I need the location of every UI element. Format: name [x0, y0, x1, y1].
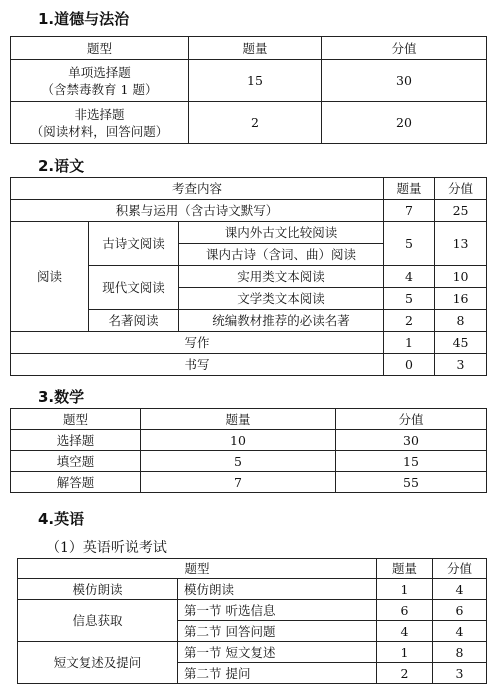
xinxi-cat: 信息获取 [18, 600, 178, 642]
gushi-item: 课内外古文比较阅读 [179, 222, 384, 244]
table-row [11, 60, 487, 102]
table-row [11, 200, 487, 222]
count-cell: 2 [377, 663, 433, 684]
section-heading-politics: 1.道德与法治 [38, 10, 130, 28]
politics-table [10, 36, 487, 144]
section-heading-math: 3.数学 [38, 388, 85, 406]
header-count: 题量 [141, 409, 336, 430]
count-cell: 4 [384, 266, 435, 288]
xiandai-item: 文学类文本阅读 [179, 288, 384, 310]
xinxi-item: 第二节 回答问题 [178, 621, 377, 642]
count-cell: 1 [377, 579, 433, 600]
english-table [17, 558, 487, 684]
header-count: 题量 [384, 178, 435, 200]
score-cell: 16 [435, 288, 487, 310]
xinxi-item: 第一节 听选信息 [178, 600, 377, 621]
score-cell: 45 [435, 332, 487, 354]
score-cell: 6 [433, 600, 487, 621]
score-cell: 20 [322, 102, 487, 144]
type-line2: （含禁毒教育 1 题） [41, 81, 158, 97]
xiezuo-label: 写作 [11, 332, 384, 354]
table-row [11, 222, 487, 244]
score-cell: 25 [435, 200, 487, 222]
count-cell: 5 [384, 222, 435, 266]
header-content: 考查内容 [11, 178, 384, 200]
type-cell [11, 60, 189, 102]
section-heading-english: 4.英语 [38, 510, 85, 528]
mingzhu-label: 名著阅读 [89, 310, 179, 332]
score-cell: 13 [435, 222, 487, 266]
score-cell: 10 [435, 266, 487, 288]
type-line1: 单项选择题 [68, 64, 131, 80]
type-cell: 选择题 [11, 430, 141, 451]
mofang-cat: 模仿朗读 [18, 579, 178, 600]
table-row [11, 102, 487, 144]
table-row [11, 430, 487, 451]
count-cell: 7 [384, 200, 435, 222]
table-row [18, 642, 487, 663]
header-score: 分值 [433, 559, 487, 579]
header-type: 题型 [18, 559, 377, 579]
duanwen-item: 第二节 提问 [178, 663, 377, 684]
type-cell: 填空题 [11, 451, 141, 472]
xiandai-label: 现代文阅读 [89, 266, 179, 310]
shuxie-label: 书写 [11, 354, 384, 376]
table-row [11, 354, 487, 376]
score-cell: 30 [336, 430, 487, 451]
table-row [11, 332, 487, 354]
duanwen-cat: 短文复述及提问 [18, 642, 178, 684]
header-score: 分值 [336, 409, 487, 430]
score-cell: 30 [322, 60, 487, 102]
mofang-name: 模仿朗读 [178, 579, 377, 600]
score-cell: 8 [433, 642, 487, 663]
score-cell: 4 [433, 621, 487, 642]
count-cell: 10 [141, 430, 336, 451]
math-table [10, 408, 487, 493]
count-cell: 7 [141, 472, 336, 493]
count-cell: 5 [141, 451, 336, 472]
table-row [18, 579, 487, 600]
type-line2: （阅读材料，回答问题） [30, 123, 169, 139]
header-score: 分值 [435, 178, 487, 200]
score-cell: 4 [433, 579, 487, 600]
header-type: 题型 [11, 37, 189, 60]
score-cell: 8 [435, 310, 487, 332]
type-cell: 解答题 [11, 472, 141, 493]
duanwen-item: 第一节 短文复述 [178, 642, 377, 663]
count-cell: 1 [384, 332, 435, 354]
gushi-label: 古诗文阅读 [89, 222, 179, 266]
gushi-item: 课内古诗（含词、曲）阅读 [179, 244, 384, 266]
type-cell [11, 102, 189, 144]
score-cell: 3 [435, 354, 487, 376]
table-row [11, 451, 487, 472]
count-cell: 2 [384, 310, 435, 332]
count-cell: 2 [189, 102, 322, 144]
section-heading-chinese: 2.语文 [38, 157, 85, 175]
mingzhu-item: 统编教材推荐的必读名著 [179, 310, 384, 332]
count-cell: 15 [189, 60, 322, 102]
table-row [18, 600, 487, 621]
count-cell: 4 [377, 621, 433, 642]
type-line1: 非选择题 [74, 106, 125, 122]
score-cell: 55 [336, 472, 487, 493]
header-count: 题量 [189, 37, 322, 60]
jilei-label: 积累与运用（含古诗文默写） [11, 200, 384, 222]
reading-label: 阅读 [11, 222, 89, 332]
count-cell: 6 [377, 600, 433, 621]
count-cell: 5 [384, 288, 435, 310]
count-cell: 0 [384, 354, 435, 376]
xiandai-item: 实用类文本阅读 [179, 266, 384, 288]
header-type: 题型 [11, 409, 141, 430]
count-cell: 1 [377, 642, 433, 663]
table-row [11, 472, 487, 493]
header-count: 题量 [377, 559, 433, 579]
score-cell: 3 [433, 663, 487, 684]
header-score: 分值 [322, 37, 487, 60]
score-cell: 15 [336, 451, 487, 472]
chinese-table [10, 177, 487, 376]
english-subheading: （1）英语听说考试 [46, 540, 167, 556]
